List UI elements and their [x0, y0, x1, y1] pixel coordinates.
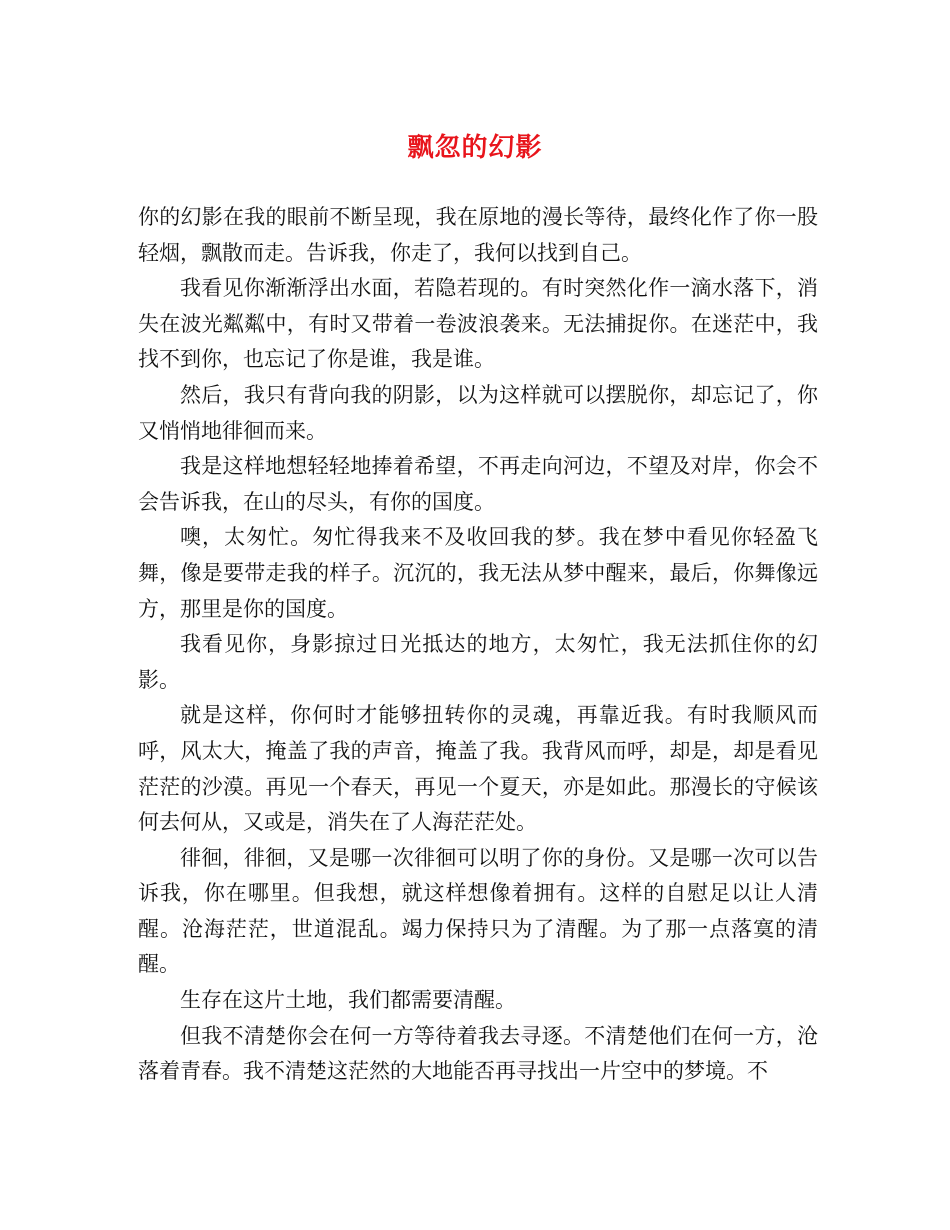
paragraph: 就是这样，你何时才能够扭转你的灵魂，再靠近我。有时我顺风而呼，风太大，掩盖了我的声音，掩盖了我。我背风而呼，却是，却是看见茫茫的沙漠。再见一个春天，再见一个夏天，亦是如此。那漫长的守候该何去何从，又或是，消失在了人海茫茫处。: [138, 703, 818, 835]
paragraph: 我看见你，身影掠过日光抵达的地方，太匆忙，我无法抓住你的幻影。: [138, 632, 818, 692]
paragraph: 然后，我只有背向我的阴影，以为这样就可以摆脱你，却忘记了，你又悄悄地徘徊而来。: [138, 382, 818, 443]
paragraph: 生存在这片土地，我们都需要清醒。: [180, 988, 516, 1013]
document-title: 飘忽的幻影: [407, 133, 543, 163]
document-body: [138, 200, 818, 1090]
paragraph: 噢，太匆忙。匆忙得我来不及收回我的梦。我在梦中看见你轻盈飞舞，像是要带走我的样子。沉沉的，我无法从梦中醒来，最后，你舞像远方，那里是你的国度。: [138, 525, 818, 621]
paragraph: 但我不清楚你会在何一方等待着我去寻逐。不清楚他们在何一方，沧落着青春。我不清楚这茫然的大地能否再寻找出一片空中的梦境。不: [138, 1023, 818, 1084]
paragraph: 我是这样地想轻轻地捧着希望，不再走向河边，不望及对岸，你会不会告诉我，在山的尽头，有你的国度。: [138, 454, 818, 514]
paragraph: 徘徊，徘徊，又是哪一次徘徊可以明了你的身份。又是哪一次可以告诉我，你在哪里。但我想，就这样想像着拥有。这样的自慰足以让人清醒。沧海茫茫，世道混乱。竭力保持只为了清醒。为了那一点落寞的清醒。: [138, 845, 818, 977]
paragraph: 你的幻影在我的眼前不断呈现，我在原地的漫长等待，最终化作了你一股轻烟，飘散而走。告诉我，你走了，我何以找到自己。: [138, 205, 818, 265]
paragraph: 我看见你渐渐浮出水面，若隐若现的。有时突然化作一滴水落下，消失在波光粼粼中，有时又带着一卷波浪袭来。无法捕捉你。在迷茫中，我找不到你，也忘记了你是谁，我是谁。: [138, 276, 818, 372]
